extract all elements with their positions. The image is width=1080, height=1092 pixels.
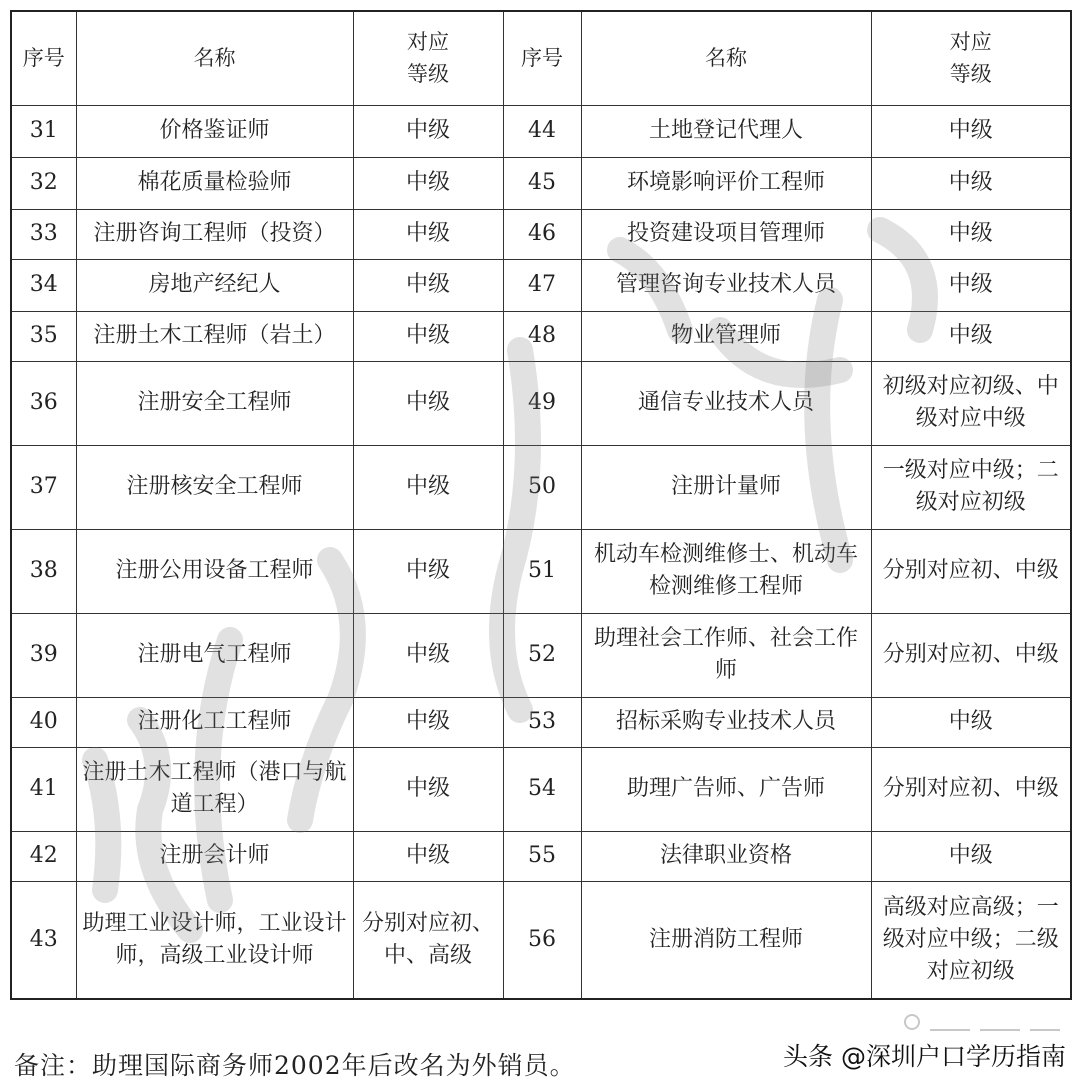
cell-level: 高级对应高级；一级对应中级；二级对应初级 <box>871 881 1071 999</box>
cell-level: 中级 <box>871 697 1071 747</box>
cell-name: 注册消防工程师 <box>581 881 871 999</box>
cell-name: 注册核安全工程师 <box>76 445 353 529</box>
cell-level: 分别对应初、中、高级 <box>353 881 503 999</box>
header-level: 对应等级 <box>353 11 503 105</box>
cell-name: 注册计量师 <box>581 445 871 529</box>
cell-name: 注册土木工程师（港口与航道工程） <box>76 747 353 831</box>
header-level: 对应等级 <box>871 11 1071 105</box>
table-row <box>11 259 1071 311</box>
cell-index: 43 <box>11 881 76 999</box>
cell-level: 分别对应初、中级 <box>871 747 1071 831</box>
cell-name: 助理社会工作师、社会工作师 <box>581 613 871 697</box>
table-row <box>11 747 1071 831</box>
cell-name: 法律职业资格 <box>581 831 871 881</box>
header-row <box>11 11 1071 105</box>
cell-index: 46 <box>503 209 581 259</box>
cell-name: 管理咨询专业技术人员 <box>581 259 871 311</box>
table-row <box>11 105 1071 157</box>
cell-level: 中级 <box>353 105 503 157</box>
table-row <box>11 881 1071 999</box>
table-row <box>11 157 1071 209</box>
cell-index: 35 <box>11 311 76 361</box>
table-row <box>11 697 1071 747</box>
footnote: 备注：助理国际商务师2002年后改名为外销员。 <box>14 1051 576 1080</box>
cell-name: 投资建设项目管理师 <box>581 209 871 259</box>
cell-index: 32 <box>11 157 76 209</box>
cell-index: 54 <box>503 747 581 831</box>
cell-level: 中级 <box>871 831 1071 881</box>
cell-index: 38 <box>11 529 76 613</box>
cell-index: 34 <box>11 259 76 311</box>
cell-level: 分别对应初、中级 <box>871 529 1071 613</box>
cell-level: 中级 <box>871 209 1071 259</box>
cell-level: 中级 <box>353 697 503 747</box>
cell-name: 注册土木工程师（岩土） <box>76 311 353 361</box>
cell-level: 中级 <box>871 311 1071 361</box>
cell-name: 房地产经纪人 <box>76 259 353 311</box>
cell-name: 注册公用设备工程师 <box>76 529 353 613</box>
cell-name: 通信专业技术人员 <box>581 361 871 445</box>
table-row <box>11 311 1071 361</box>
cell-level: 初级对应初级、中级对应中级 <box>871 361 1071 445</box>
cell-level: 中级 <box>353 259 503 311</box>
cell-index: 39 <box>11 613 76 697</box>
cell-index: 45 <box>503 157 581 209</box>
cell-level: 中级 <box>353 613 503 697</box>
cell-name: 注册咨询工程师（投资） <box>76 209 353 259</box>
cell-index: 56 <box>503 881 581 999</box>
cell-level: 中级 <box>353 157 503 209</box>
table-row <box>11 361 1071 445</box>
cell-index: 31 <box>11 105 76 157</box>
table-row <box>11 613 1071 697</box>
cell-level: 中级 <box>871 105 1071 157</box>
cell-name: 招标采购专业技术人员 <box>581 697 871 747</box>
cell-index: 49 <box>503 361 581 445</box>
cell-index: 33 <box>11 209 76 259</box>
cell-name: 助理广告师、广告师 <box>581 747 871 831</box>
cell-index: 53 <box>503 697 581 747</box>
header-name: 名称 <box>581 11 871 105</box>
table-row <box>11 445 1071 529</box>
cell-index: 37 <box>11 445 76 529</box>
cell-index: 50 <box>503 445 581 529</box>
cell-level: 中级 <box>353 747 503 831</box>
cell-level: 中级 <box>353 311 503 361</box>
cell-index: 51 <box>503 529 581 613</box>
cell-level: 中级 <box>871 157 1071 209</box>
cell-name: 土地登记代理人 <box>581 105 871 157</box>
cell-name: 注册安全工程师 <box>76 361 353 445</box>
cell-index: 47 <box>503 259 581 311</box>
cell-level: 中级 <box>353 831 503 881</box>
cell-name: 机动车检测维修士、机动车检测维修工程师 <box>581 529 871 613</box>
cell-name: 棉花质量检验师 <box>76 157 353 209</box>
cell-index: 41 <box>11 747 76 831</box>
table-row <box>11 529 1071 613</box>
table-row <box>11 209 1071 259</box>
source-credit: 头条 @深圳户口学历指南 <box>783 1042 1066 1071</box>
cell-level: 中级 <box>871 259 1071 311</box>
header-name: 名称 <box>76 11 353 105</box>
cell-index: 36 <box>11 361 76 445</box>
cell-index: 42 <box>11 831 76 881</box>
cell-level: 中级 <box>353 209 503 259</box>
cell-name: 注册电气工程师 <box>76 613 353 697</box>
cell-level: 中级 <box>353 445 503 529</box>
cell-name: 环境影响评价工程师 <box>581 157 871 209</box>
cell-index: 48 <box>503 311 581 361</box>
cell-name: 注册会计师 <box>76 831 353 881</box>
cell-name: 助理工业设计师，工业设计师，高级工业设计师 <box>76 881 353 999</box>
cell-index: 40 <box>11 697 76 747</box>
header-index: 序号 <box>503 11 581 105</box>
cell-index: 52 <box>503 613 581 697</box>
cell-level: 分别对应初、中级 <box>871 613 1071 697</box>
qualification-table <box>10 10 1072 1000</box>
table-row <box>11 831 1071 881</box>
cell-level: 一级对应中级；二级对应初级 <box>871 445 1071 529</box>
cell-name: 注册化工工程师 <box>76 697 353 747</box>
header-index: 序号 <box>11 11 76 105</box>
cell-name: 价格鉴证师 <box>76 105 353 157</box>
cell-level: 中级 <box>353 529 503 613</box>
cell-index: 44 <box>503 105 581 157</box>
cell-level: 中级 <box>353 361 503 445</box>
cell-name: 物业管理师 <box>581 311 871 361</box>
cell-index: 55 <box>503 831 581 881</box>
